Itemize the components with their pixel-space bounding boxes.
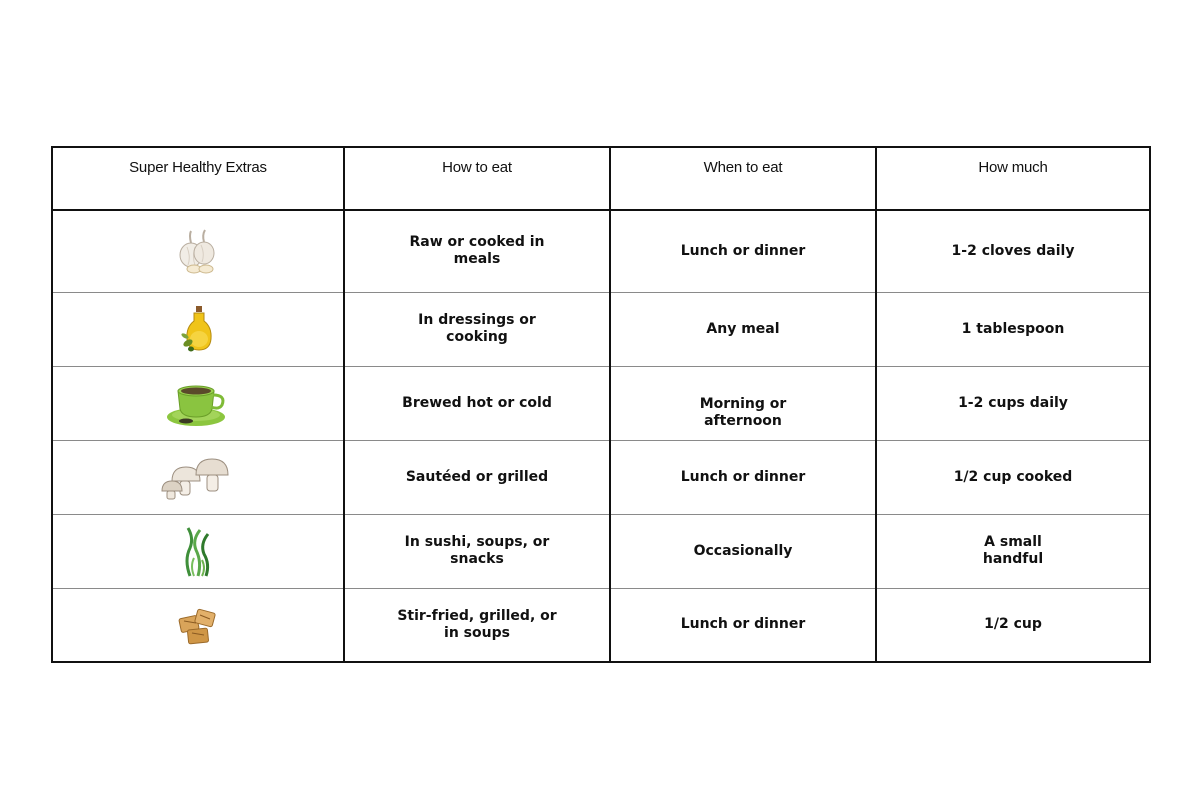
garlic-icon [53,225,343,277]
green-tea-icon [53,377,343,429]
table-row [52,588,1150,662]
how-to-eat-cell: In sushi, soups, or snacks [344,514,610,588]
mushroom-icon [53,451,343,503]
how-to-eat-cell: Stir-fried, grilled, or in soups [344,588,610,662]
header-how-much: How much [876,147,1150,210]
tofu-icon [53,601,343,649]
how-much-cell: A small handful [876,514,1150,588]
icon-cell [52,210,344,292]
how-much-cell: 1-2 cloves daily [876,210,1150,292]
icon-cell [52,440,344,514]
how-to-eat-cell: In dressings or cooking [344,292,610,366]
table-row [52,440,1150,514]
icon-cell [52,588,344,662]
when-to-eat-cell: Lunch or dinner [610,588,876,662]
header-when-to-eat: When to eat [610,147,876,210]
how-to-eat-cell: Raw or cooked in meals [344,210,610,292]
icon-cell [52,366,344,440]
how-much-cell: 1/2 cup [876,588,1150,662]
olive-oil-icon [53,303,343,355]
how-to-eat-cell: Sautéed or grilled [344,440,610,514]
header-how-to-eat: How to eat [344,147,610,210]
icon-cell [52,292,344,366]
how-to-eat-cell: Brewed hot or cold [344,366,610,440]
when-to-eat-cell: Lunch or dinner [610,440,876,514]
how-much-cell: 1/2 cup cooked [876,440,1150,514]
seaweed-icon [53,524,343,578]
header-super-healthy-extras: Super Healthy Extras [52,147,344,210]
table-row [52,210,1150,292]
when-to-eat-cell: Morning or afternoon [610,366,876,440]
healthy-extras-table [51,146,1151,663]
when-to-eat-cell: Occasionally [610,514,876,588]
table-row [52,514,1150,588]
icon-cell [52,514,344,588]
table-row [52,292,1150,366]
how-much-cell: 1-2 cups daily [876,366,1150,440]
table-row [52,366,1150,440]
table-header-row [52,147,1150,210]
when-to-eat-cell: Any meal [610,292,876,366]
when-to-eat-cell: Lunch or dinner [610,210,876,292]
how-much-cell: 1 tablespoon [876,292,1150,366]
